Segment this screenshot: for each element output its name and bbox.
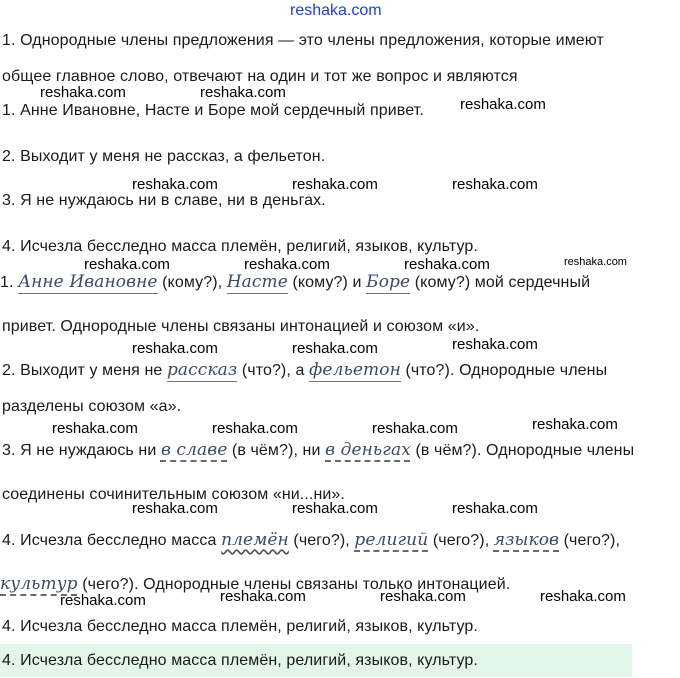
answer-2-line — [2, 360, 607, 380]
watermark: reshaka.com — [244, 256, 330, 273]
rule-line-1: 1. Однородные члены предложения — это члены предложения, которые имеют — [2, 32, 604, 49]
answer-1-num: 1. — [0, 274, 14, 291]
answer-3-word-2: в деньгах — [325, 440, 411, 460]
rule-line-2: общее главное слово, отвечают на один и тот же вопрос и являются — [2, 68, 518, 85]
watermark: reshaka.com — [404, 256, 490, 273]
answer-4-word-4: культур — [0, 574, 78, 594]
watermark: reshaka.com — [132, 340, 218, 357]
repeat-line-2: 4. Исчезла бесследно масса племён, религий, языков, культур. — [2, 652, 478, 669]
answer-2-pre: 2. Выходит у меня не — [2, 362, 163, 379]
watermark: reshaka.com — [220, 588, 306, 605]
watermark: reshaka.com — [452, 336, 538, 353]
watermark: reshaka.com — [40, 84, 126, 101]
answer-4-word-3: языков — [493, 530, 560, 550]
watermark: reshaka.com — [452, 176, 538, 193]
watermark: reshaka.com — [200, 84, 286, 101]
watermark: reshaka.com — [292, 340, 378, 357]
watermark: reshaka.com — [60, 592, 146, 609]
answer-2-word-2: фельетон — [309, 360, 401, 380]
answer-1-word-2: Насте — [226, 272, 288, 292]
answer-1-question-2: (кому?) и — [292, 274, 362, 291]
answer-3-question-1: (в чём?), ни — [231, 442, 321, 459]
answer-3-word-1: в славе — [160, 440, 228, 460]
answer-4-word-1: племён — [221, 530, 289, 550]
sentence-1: 1. Анне Ивановне, Насте и Боре мой сердечный привет. — [2, 102, 424, 119]
watermark: reshaka.com — [532, 416, 618, 433]
answer-4-question-4: (чего?). Однородные члены связаны только интонацией. — [82, 576, 511, 593]
watermark: reshaka.com — [52, 420, 138, 437]
site-title[interactable]: reshaka.com — [290, 2, 382, 19]
answer-4-question-1: (чего?), — [293, 532, 350, 549]
sentence-2: 2. Выходит у меня не рассказ, а фельетон. — [2, 148, 326, 165]
answer-3-pre: 3. Я не нуждаюсь ни — [2, 442, 157, 459]
answer-4-line — [2, 530, 620, 550]
answer-1-word-1: Анне Ивановне — [18, 272, 158, 292]
answer-2-question-1: (что?), а — [241, 362, 305, 379]
answer-1-line — [0, 272, 590, 292]
answer-3-cont: соединены сочинительным союзом «ни...ни». — [2, 486, 345, 503]
watermark: reshaka.com — [132, 176, 218, 193]
watermark: reshaka.com — [292, 176, 378, 193]
answer-4-question-3: (чего?), — [563, 532, 621, 549]
sentence-3: 3. Я не нуждаюсь ни в славе, ни в деньгах. — [2, 192, 326, 209]
answer-3-line — [2, 440, 634, 460]
watermark: reshaka.com — [84, 256, 170, 273]
watermark: reshaka.com — [292, 500, 378, 517]
repeat-line-1: 4. Исчезла бесследно масса племён, религий, языков, культур. — [2, 618, 478, 635]
watermark: reshaka.com — [212, 420, 298, 437]
watermark: reshaka.com — [460, 96, 546, 113]
watermark: reshaka.com — [132, 500, 218, 517]
watermark: reshaka.com — [380, 588, 466, 605]
answer-2-word-1: рассказ — [166, 360, 238, 380]
answer-4-question-2: (чего?), — [432, 532, 490, 549]
sentence-4: 4. Исчезла бесследно масса племён, религий, языков, культур. — [2, 238, 478, 255]
watermark: reshaka.com — [372, 420, 458, 437]
answer-1-question-3: (кому?) мой сердечный — [414, 274, 591, 291]
answer-1-cont: привет. Однородные члены связаны интонацией и союзом «и». — [2, 318, 480, 335]
answer-1-question-1: (кому?), — [162, 274, 223, 291]
answer-3-question-2: (в чём?). Однородные члены — [415, 442, 635, 459]
watermark: reshaka.com — [540, 588, 626, 605]
answer-1-word-3: Боре — [366, 272, 411, 292]
watermark: reshaka.com — [452, 500, 538, 517]
answer-4-pre: 4. Исчезла бесследно масса — [2, 532, 217, 549]
answer-4-word-2: религий — [354, 530, 429, 550]
answer-2-question-2: (что?). Однородные члены — [405, 362, 608, 379]
answer-2-cont: разделены союзом «а». — [2, 398, 182, 415]
watermark: reshaka.com — [564, 256, 627, 268]
